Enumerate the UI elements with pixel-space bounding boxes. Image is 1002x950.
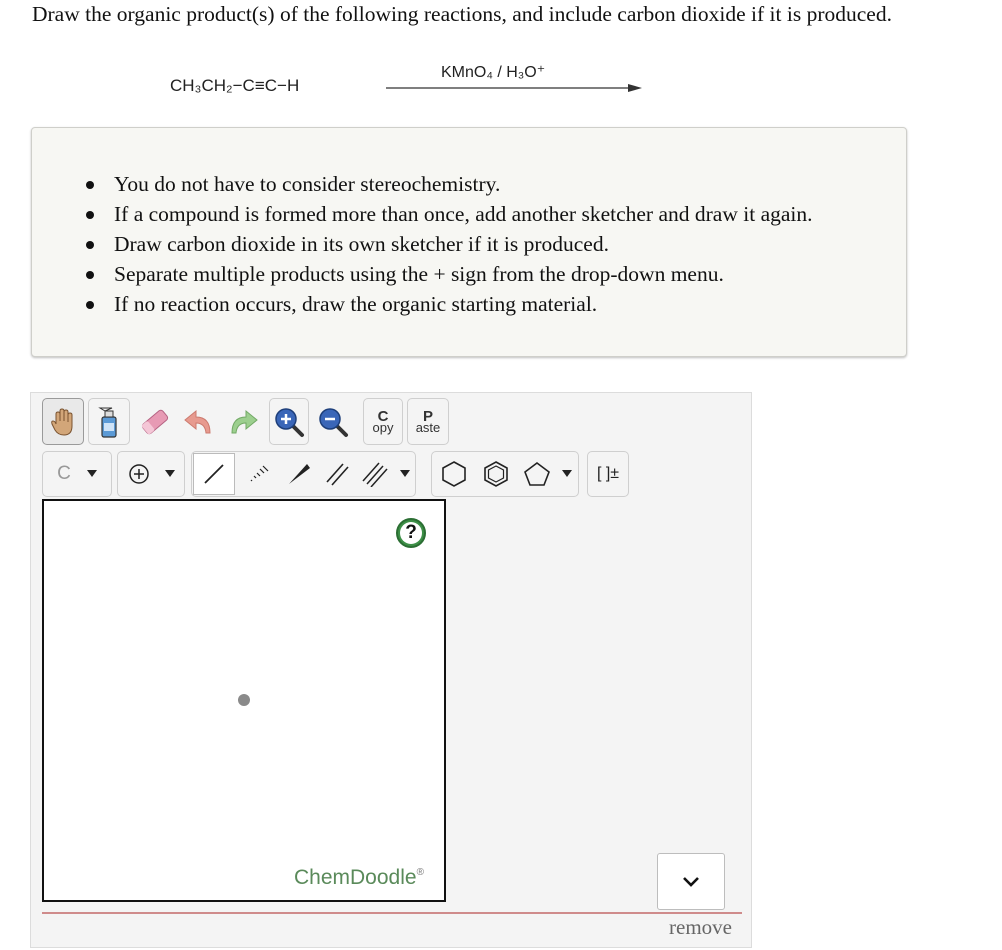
clear-tool-button[interactable] xyxy=(88,398,130,445)
hashed-bond-icon xyxy=(245,461,271,487)
cursor-dot xyxy=(238,694,250,706)
help-label: ? xyxy=(400,522,422,544)
copy-label: opy xyxy=(372,419,394,435)
paste-label: aste xyxy=(415,419,441,435)
chevron-down-icon xyxy=(87,470,97,478)
zoom-out-icon xyxy=(317,406,349,438)
charge-selector[interactable] xyxy=(117,451,185,497)
zoom-in-button[interactable] xyxy=(269,398,309,445)
cyclopentane-button[interactable] xyxy=(518,453,556,495)
double-bond-button[interactable] xyxy=(318,453,356,495)
zoom-out-button[interactable] xyxy=(313,398,353,445)
chemdoodle-brand xyxy=(294,866,424,890)
triple-bond-icon xyxy=(362,461,388,487)
element-label: C xyxy=(57,463,71,484)
hexagon-icon xyxy=(439,459,469,489)
triple-bond-button[interactable] xyxy=(356,453,394,495)
wedge-bond-icon xyxy=(286,461,312,487)
brand-name: ChemDoodle xyxy=(294,866,417,889)
chevron-down-icon xyxy=(682,876,700,888)
redo-icon xyxy=(226,407,260,437)
single-bond-button[interactable] xyxy=(193,453,235,495)
reaction-arrow xyxy=(386,82,642,94)
undo-icon xyxy=(182,407,216,437)
instructions-list xyxy=(86,169,813,319)
eraser-tool-button[interactable] xyxy=(134,398,176,445)
instruction-item: If a compound is formed more than once, add another sketcher and draw it again. xyxy=(86,199,813,229)
chevron-down-icon xyxy=(400,470,410,478)
copy-letter: C xyxy=(377,407,389,425)
ring-dropdown[interactable] xyxy=(558,453,576,495)
wedge-bond-button[interactable] xyxy=(280,453,318,495)
spray-bottle-icon xyxy=(96,405,122,439)
hand-tool-button[interactable] xyxy=(42,398,84,445)
cyclohexane-button[interactable] xyxy=(434,453,474,495)
single-bond-icon xyxy=(201,461,227,487)
paste-letter: P xyxy=(422,407,433,425)
chemdoodle-sketcher xyxy=(30,392,752,948)
pentagon-icon xyxy=(522,459,552,489)
divider xyxy=(42,912,742,914)
bracket-label: [ ]± xyxy=(596,465,620,482)
hand-icon xyxy=(48,406,78,438)
double-bond-icon xyxy=(324,461,350,487)
plus-charge-icon xyxy=(127,462,151,486)
drawing-canvas[interactable] xyxy=(42,499,446,902)
help-button[interactable] xyxy=(396,518,426,548)
hashed-bond-button[interactable] xyxy=(238,453,278,495)
ring-tool-group xyxy=(431,451,579,497)
reagent-label: KMnO₄ / H₃O⁺ xyxy=(441,64,546,81)
bond-tool-group xyxy=(191,451,416,497)
reactant-formula: CH₃CH₂−C≡C−H xyxy=(170,76,300,95)
eraser-icon xyxy=(138,405,172,439)
chevron-down-icon xyxy=(165,470,175,478)
instruction-item: Separate multiple products using the + sign from the drop-down menu. xyxy=(86,259,813,289)
bond-dropdown[interactable] xyxy=(396,453,414,495)
redo-button[interactable] xyxy=(222,398,264,445)
bracket-charge-button[interactable] xyxy=(587,451,629,497)
benzene-button[interactable] xyxy=(476,453,516,495)
brand-mark: ® xyxy=(416,867,424,878)
paste-button[interactable] xyxy=(407,398,449,445)
element-selector[interactable] xyxy=(42,451,112,497)
instruction-item: You do not have to consider stereochemistry. xyxy=(86,169,813,199)
instruction-item: Draw carbon dioxide in its own sketcher if it is produced. xyxy=(86,229,813,259)
instructions-panel xyxy=(31,127,907,357)
copy-button[interactable] xyxy=(363,398,403,445)
zoom-in-icon xyxy=(273,406,305,438)
product-separator-select[interactable] xyxy=(657,853,725,910)
chevron-down-icon xyxy=(562,470,572,478)
benzene-icon xyxy=(481,459,511,489)
remove-link[interactable]: remove xyxy=(669,915,732,939)
question-text: Draw the organic product(s) of the following reactions, and include carbon dioxide if it is produced. xyxy=(32,2,892,26)
instruction-item: If no reaction occurs, draw the organic starting material. xyxy=(86,289,813,319)
undo-button[interactable] xyxy=(178,398,220,445)
